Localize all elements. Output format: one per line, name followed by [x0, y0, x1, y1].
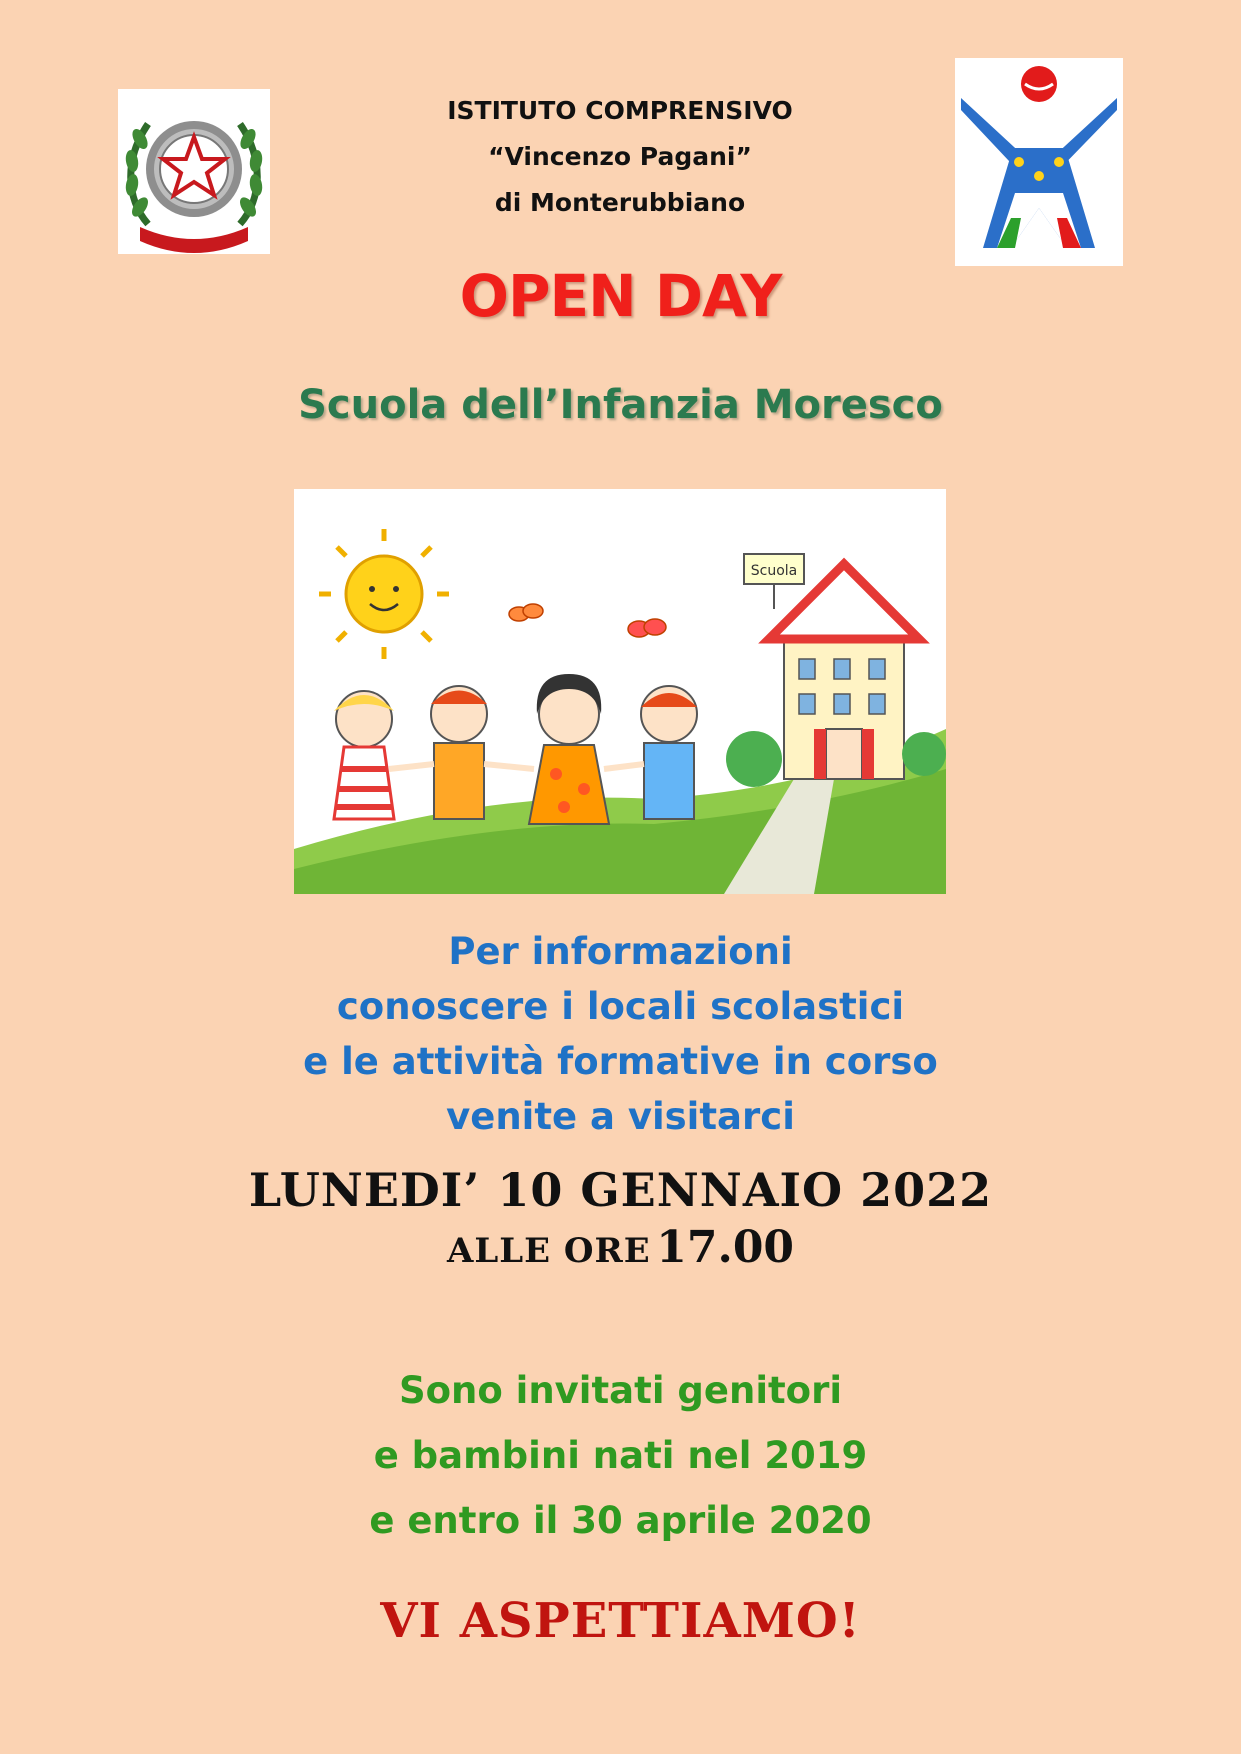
italian-republic-emblem-icon: [118, 89, 270, 254]
institute-header: [330, 88, 910, 226]
info-line: venite a visitarci: [446, 1095, 795, 1138]
school-sign-text: Scuola: [750, 563, 798, 579]
school-building-icon: [726, 554, 946, 787]
event-time-value: 17.00: [656, 1222, 795, 1273]
institute-town: di Monterubbiano: [494, 188, 746, 217]
info-line: conoscere i locali scolastici: [336, 985, 905, 1028]
closing-message: VI ASPETTIAMO!: [380, 1593, 861, 1649]
invite-line: e bambini nati nel 2019: [373, 1434, 868, 1477]
school-subtitle: Scuola dell’Infanzia Moresco: [298, 382, 943, 428]
invite-text: [0, 1358, 1241, 1553]
event-date: LUNEDI’ 10 GENNAIO 2022: [248, 1163, 993, 1217]
institute-label: ISTITUTO COMPRENSIVO: [447, 96, 793, 125]
event-time: [0, 1222, 1241, 1273]
info-line: Per informazioni: [448, 930, 793, 973]
sun-icon: [319, 529, 449, 659]
invite-line: e entro il 30 aprile 2020: [369, 1499, 872, 1542]
school-mascot-logo-icon: [955, 58, 1123, 266]
page-title: OPEN DAY: [459, 262, 782, 330]
institute-name: “Vincenzo Pagani”: [488, 142, 752, 171]
invite-line: Sono invitati genitori: [398, 1369, 843, 1412]
children-school-illustration: [294, 489, 946, 894]
info-text: [0, 924, 1241, 1144]
info-line: e le attività formative in corso: [303, 1040, 938, 1083]
event-time-prefix: ALLE ORE: [446, 1231, 651, 1271]
